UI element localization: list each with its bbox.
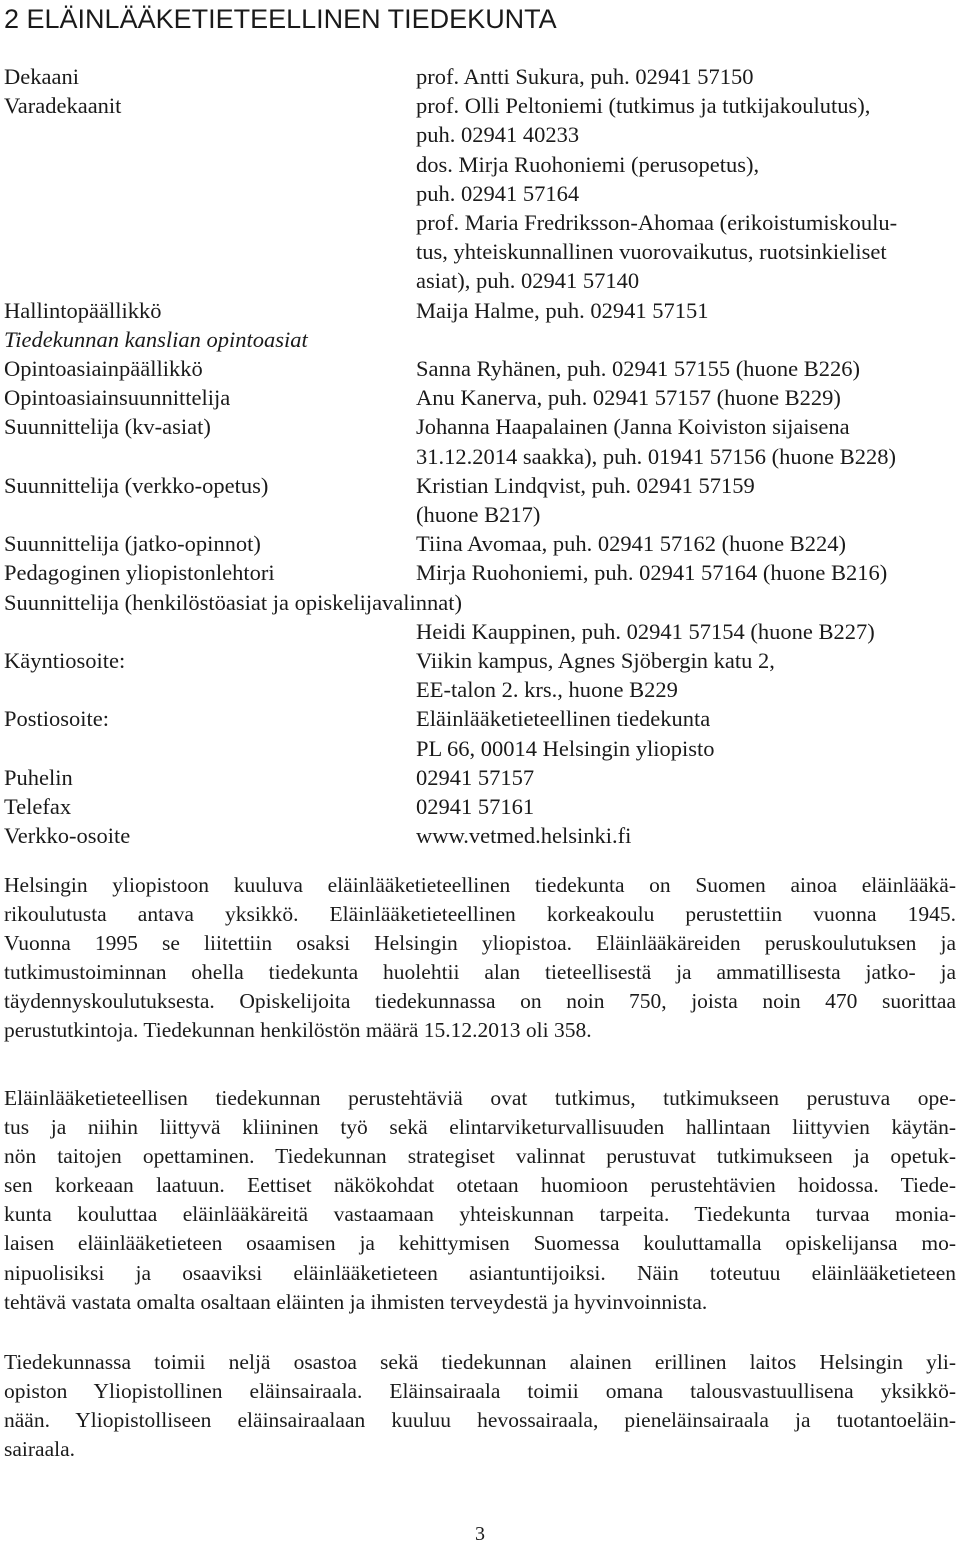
value-line: tus, yhteiskunnallinen vuorovaikutus, ruotsinkieliset <box>416 239 887 265</box>
paragraph-line: täydennyskoulutuksesta. Opiskelijoita tiedekunnassa on noin 750, joista noin 470 suorittaa <box>4 989 956 1014</box>
row-label: Hallintopäällikkö <box>4 297 162 323</box>
row-label: Opintoasiainpäällikkö <box>4 356 203 382</box>
value-line: PL 66, 00014 Helsingin yliopisto <box>416 735 715 761</box>
value-line: 02941 57157 <box>416 764 535 790</box>
contact-directory <box>4 62 956 850</box>
paragraph-line: tehtävä vastata omalta osaltaan eläinten ja ihmisten terveydestä ja hyvinvoinnista. <box>4 1289 708 1314</box>
value-line: Anu Kanerva, puh. 02941 57157 (huone B229) <box>416 385 841 411</box>
row-value <box>416 704 956 762</box>
row-hallintopaallikko <box>4 296 956 325</box>
value-line: Tiina Avomaa, puh. 02941 57162 (huone B224) <box>416 531 846 557</box>
paragraph-line: sen korkeaan laatuun. Eettiset näkökohdat otetaan huomioon perustehtävien hoidossa. Tiede- <box>4 1173 956 1198</box>
paragraph-tasks <box>4 1084 956 1317</box>
row-dekaani <box>4 62 956 91</box>
row-value <box>416 821 956 850</box>
value-line: Viikin kampus, Agnes Sjöbergin katu 2, <box>416 648 775 674</box>
section-subheading: Tiedekunnan kanslian opintoasiat <box>4 326 308 352</box>
paragraph-line: Tiedekunnassa toimii neljä osastoa sekä tiedekunnan alainen erillinen laitos Helsingin yli- <box>4 1350 956 1374</box>
paragraph-line: sairaala. <box>4 1437 76 1462</box>
row-value <box>416 558 956 587</box>
paragraph-line: kunta kouluttaa eläinlääkäreitä vastaamaan yhteiskunnan tarpeita. Tiedekunta turvaa monia- <box>4 1202 956 1227</box>
row-verkko-osoite <box>4 821 956 850</box>
row-label: Varadekaanit <box>4 93 122 119</box>
value-line: Maija Halme, puh. 02941 57151 <box>416 297 709 323</box>
page-number: 3 <box>475 1523 485 1545</box>
value-line: prof. Olli Peltoniemi (tutkimus ja tutkijakoulutus), <box>416 93 871 119</box>
value-line: Kristian Lindqvist, puh. 02941 57159 <box>416 472 755 498</box>
row-suunnittelija-henkilosto <box>4 617 956 646</box>
row-label: Opintoasiainsuunnittelija <box>4 385 231 411</box>
paragraph-line: nään. Yliopistolliseen eläinsairaalaan kuuluu hevossairaala, pieneläinsairaala ja tuotantoeläin- <box>4 1408 956 1433</box>
row-opintoasiainsuunnittelija <box>4 383 956 412</box>
row-suunnittelija-jatko <box>4 529 956 558</box>
page-heading: 2 ELÄINLÄÄKETIETEELLINEN TIEDEKUNTA <box>4 4 557 34</box>
row-value <box>416 354 956 383</box>
value-line: EE-talon 2. krs., huone B229 <box>416 677 678 703</box>
paragraph-line: laisen eläinlääketieteen osaamisen ja kehittymisen Suomessa kouluttamalla opiskelijansa mo- <box>4 1231 956 1256</box>
row-label: Suunnittelija (kv-asiat) <box>4 414 211 440</box>
value-line: asiat), puh. 02941 57140 <box>416 268 640 294</box>
paragraph-line: perustutkintoja. Tiedekunnan henkilöstön määrä 15.12.2013 oli 358. <box>4 1018 592 1043</box>
paragraph-departments <box>4 1348 956 1464</box>
row-value <box>416 617 956 646</box>
value-line: puh. 02941 57164 <box>416 180 580 206</box>
row-label: Pedagoginen yliopistonlehtori <box>4 560 275 586</box>
row-suunnittelija-verkko <box>4 471 956 529</box>
value-line: prof. Antti Sukura, puh. 02941 57150 <box>416 64 754 89</box>
paragraph-line: rikoulutusta antava yksikkö. Eläinlääketieteellinen korkeakoulu perustettiin vuonna 1945. <box>4 902 956 927</box>
row-value <box>416 383 956 412</box>
row-label: Postiosoite: <box>4 706 110 732</box>
row-postiosoite <box>4 704 956 762</box>
value-line: Heidi Kauppinen, puh. 02941 57154 (huone B227) <box>416 618 875 644</box>
value-line: Sanna Ryhänen, puh. 02941 57155 (huone B226) <box>416 356 861 382</box>
row-label-spacer <box>4 617 416 646</box>
website-url[interactable]: www.vetmed.helsinki.fi <box>416 823 632 849</box>
row-value <box>416 471 956 529</box>
value-line: Eläinlääketieteellinen tiedekunta <box>416 706 711 732</box>
paragraph-line: Eläinlääketieteellisen tiedekunnan perustehtäviä ovat tutkimus, tutkimukseen perustuva ope- <box>4 1086 956 1110</box>
value-line: Mirja Ruohoniemi, puh. 02941 57164 (huone B216) <box>416 560 888 586</box>
value-line: Johanna Haapalainen (Janna Koiviston sijaisena <box>416 414 850 440</box>
row-label: Dekaani <box>4 64 79 89</box>
paragraph-line: nipuolisiksi ja osaaviksi eläinlääketieteen asiantuntijoiksi. Näin toteutuu eläinlääketieteen <box>4 1260 956 1285</box>
value-line: (huone B217) <box>416 502 541 528</box>
row-label: Telefax <box>4 794 72 820</box>
row-telefax <box>4 792 956 821</box>
value-line: 02941 57161 <box>416 794 535 820</box>
row-label-wide: Suunnittelija (henkilöstöasiat ja opiskelijavalinnat) <box>4 589 463 615</box>
row-value <box>416 62 956 91</box>
value-line: puh. 02941 40233 <box>416 122 580 148</box>
row-label: Käyntiosoite: <box>4 648 126 674</box>
row-lehtori <box>4 558 956 587</box>
row-value <box>416 792 956 821</box>
row-label: Suunnittelija (jatko-opinnot) <box>4 531 261 557</box>
row-suunnittelija-kv <box>4 412 956 470</box>
value-line: prof. Maria Fredriksson-Ahomaa (erikoistumiskoulu- <box>416 210 898 236</box>
paragraph-line: nön taitojen opettaminen. Tiedekunnan strategiset valinnat perustuvat tutkimukseen ja opetuk- <box>4 1144 956 1169</box>
paragraph-line: Helsingin yliopistoon kuuluva eläinlääketieteellinen tiedekunta on Suomen ainoa eläinlääkä- <box>4 873 956 897</box>
row-value <box>416 412 956 470</box>
row-value <box>416 296 956 325</box>
value-line: 31.12.2014 saakka), puh. 01941 57156 (huone B228) <box>416 443 896 469</box>
row-puhelin <box>4 763 956 792</box>
value-line: dos. Mirja Ruohoniemi (perusopetus), <box>416 151 760 177</box>
row-kayntiosoite <box>4 646 956 704</box>
row-opintoasiainpaallikko <box>4 354 956 383</box>
row-value <box>416 91 956 295</box>
row-label: Verkko-osoite <box>4 823 131 849</box>
paragraph-line: opiston Yliopistollinen eläinsairaala. Eläinsairaala toimii omana talousvastuullisena yksikkö- <box>4 1379 956 1404</box>
row-value <box>416 529 956 558</box>
row-label: Suunnittelija (verkko-opetus) <box>4 472 269 498</box>
row-varadekaanit <box>4 91 956 295</box>
paragraph-line: tutkimustoiminnan ohella tiedekunta huolehtii alan tieteellisestä ja ammatillisesta jatko- ja <box>4 960 956 985</box>
row-label: Puhelin <box>4 764 73 790</box>
paragraph-line: tus ja niihin liittyvä kliininen työ sekä elintarviketurvallisuuden hallintaan liittyvien käytän- <box>4 1115 956 1140</box>
paragraph-intro <box>4 871 956 1046</box>
paragraph-line: Vuonna 1995 se liitettiin osaksi Helsingin yliopistoa. Eläinlääkäreiden peruskoulutuksen ja <box>4 931 956 956</box>
row-value <box>416 646 956 704</box>
row-value <box>416 763 956 792</box>
